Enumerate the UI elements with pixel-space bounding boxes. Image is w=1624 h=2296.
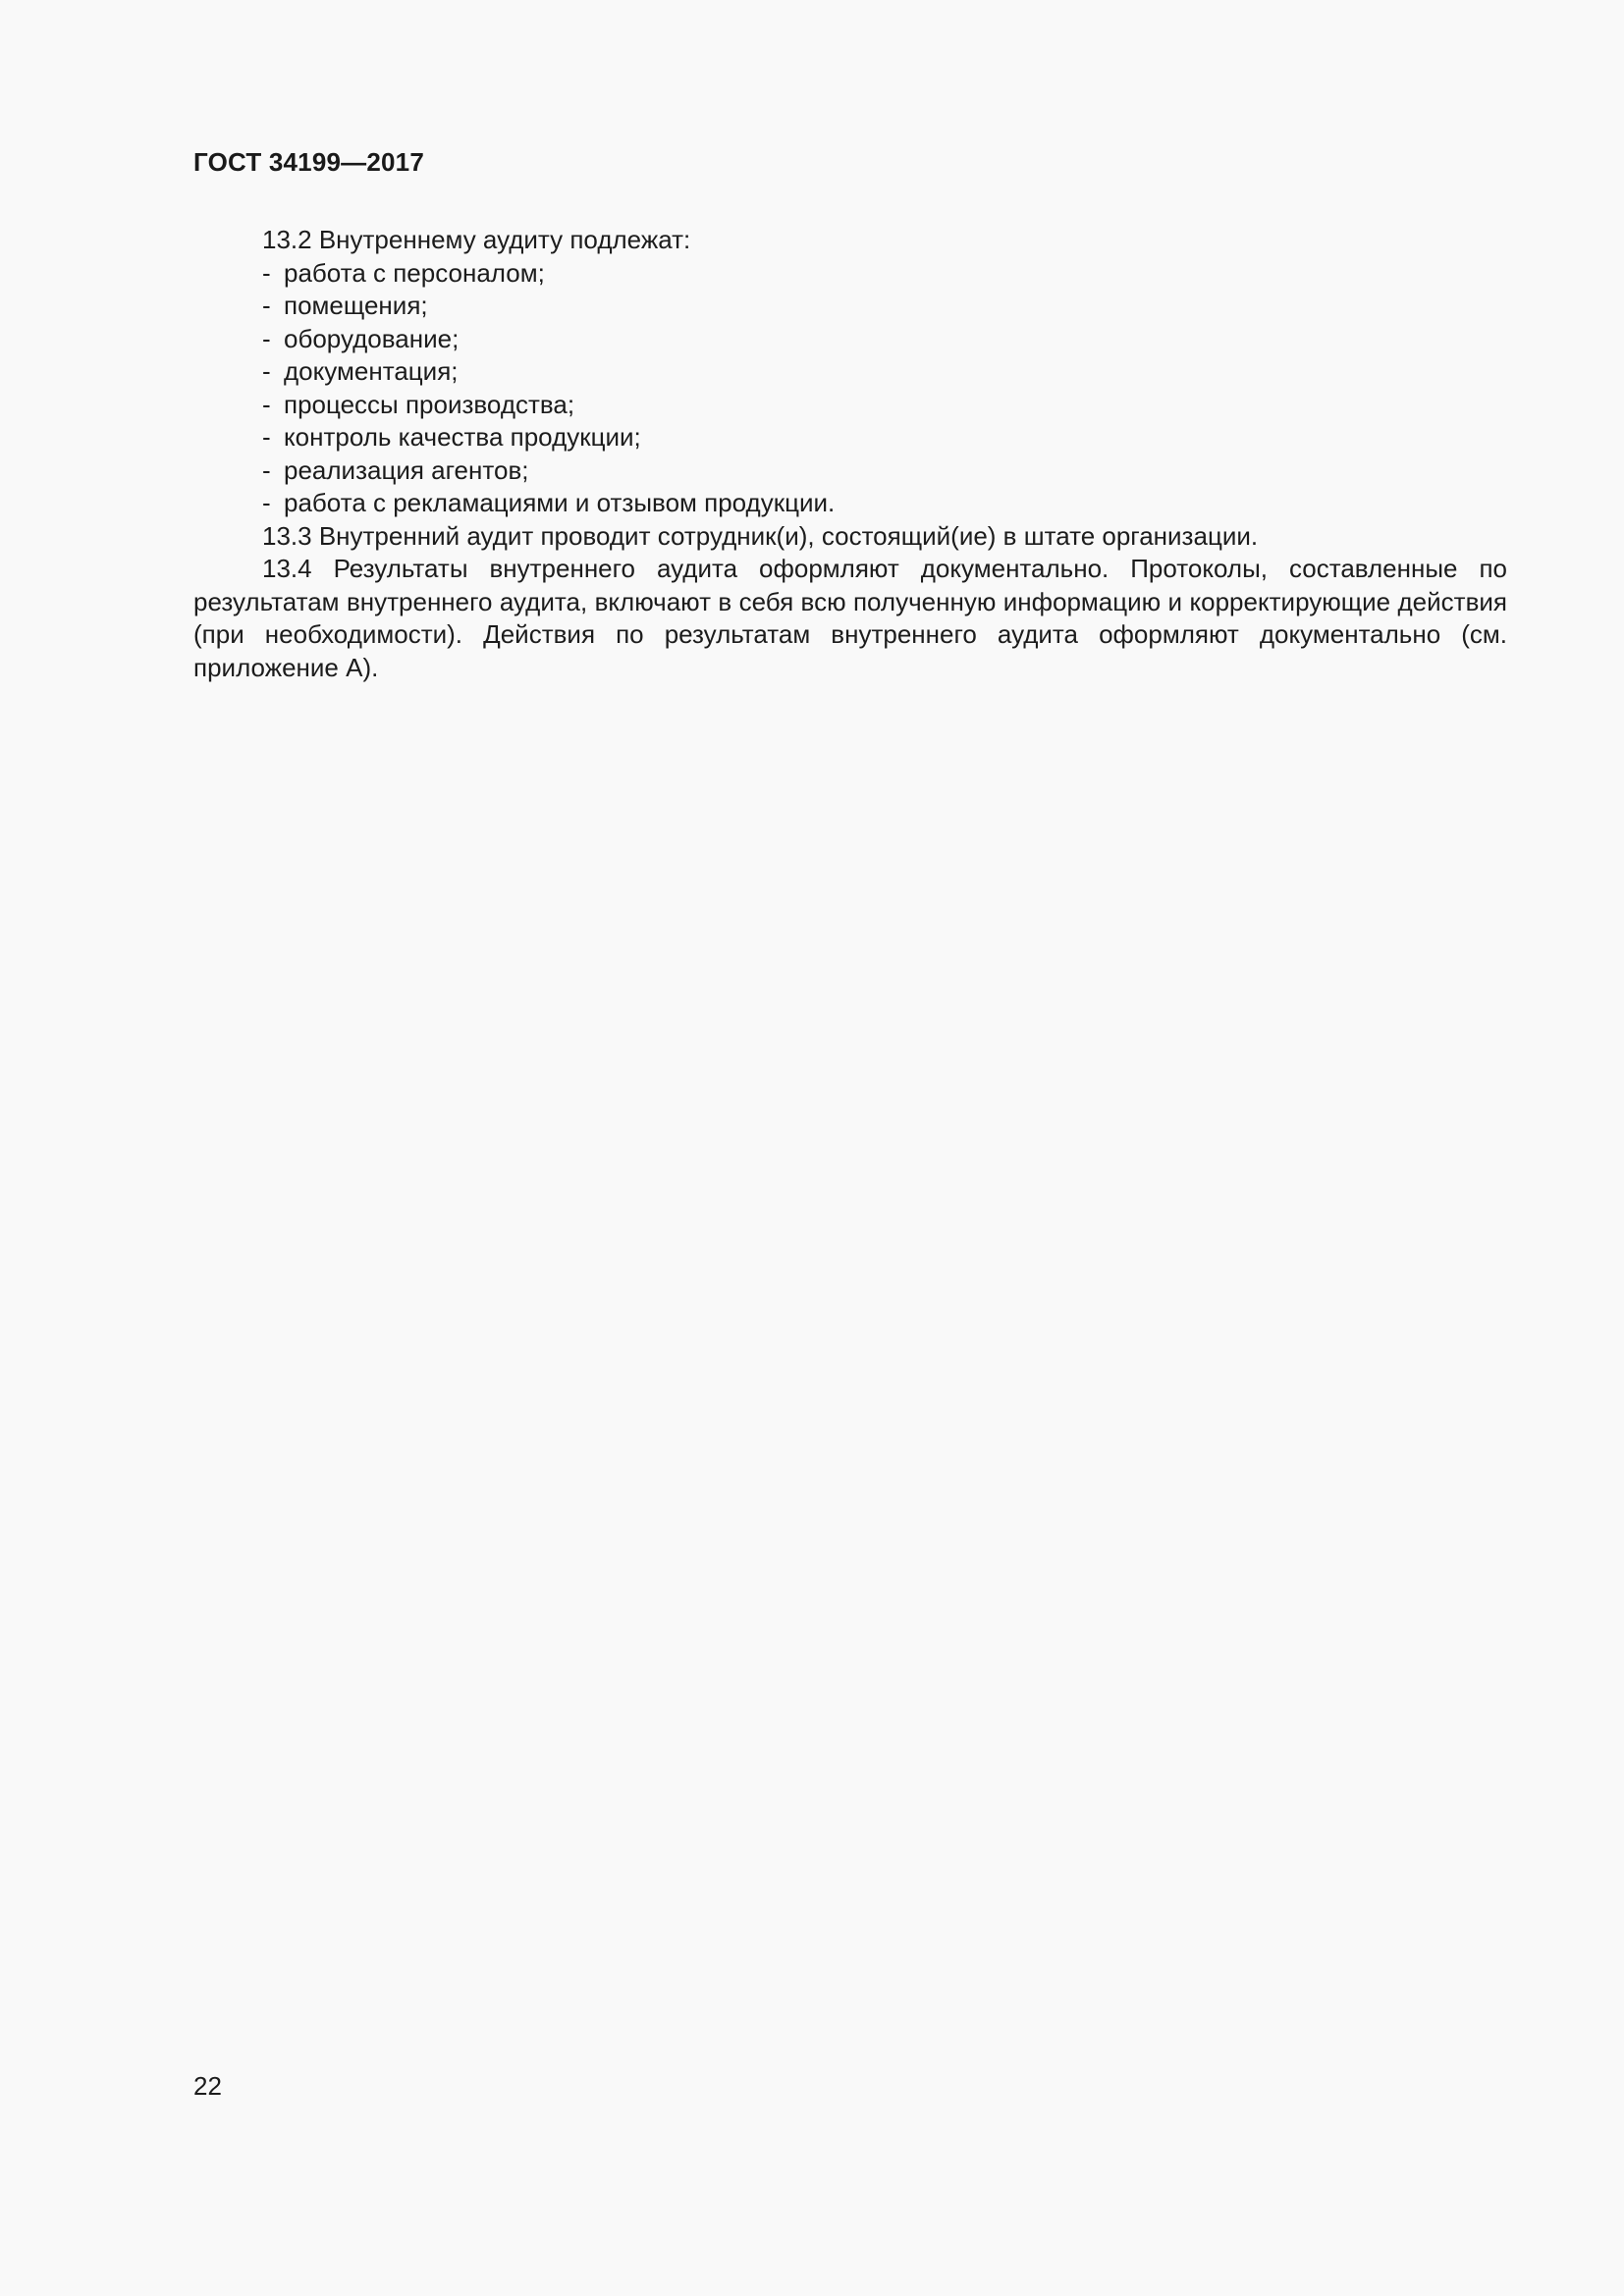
- section-13-4-paragraph: 13.4 Результаты внутреннего аудита оформляют документально. Протоколы, составленные по результатам внутреннего аудита, включают в себя всю полученную информацию и корректирующие действия (при необходимости). Действия по результатам внутреннего аудита оформляют документально (см. приложение А).: [193, 554, 1507, 682]
- section-13-2-list: [193, 257, 1507, 520]
- list-item-text: документация;: [284, 356, 459, 386]
- list-item: [193, 454, 1507, 488]
- list-dash: -: [262, 356, 271, 386]
- list-dash: -: [262, 389, 271, 419]
- list-dash: -: [262, 257, 271, 288]
- list-item-text: контроль качества продукции;: [284, 422, 641, 452]
- page-number: 22: [193, 2071, 222, 2101]
- list-dash: -: [262, 454, 271, 485]
- list-item: [193, 323, 1507, 356]
- section-13-2-heading: 13.2 Внутреннему аудиту подлежат:: [262, 225, 691, 254]
- list-item: [193, 389, 1507, 422]
- list-item-text: работа с персоналом;: [284, 257, 545, 288]
- list-item-text: помещения;: [284, 291, 428, 320]
- document-header: ГОСТ 34199—2017: [193, 147, 424, 177]
- list-dash: -: [262, 291, 271, 320]
- list-item-text: работа с рекламациями и отзывом продукции.: [284, 488, 836, 517]
- list-item: [193, 257, 1507, 291]
- list-dash: -: [262, 422, 271, 452]
- section-13-3-paragraph: 13.3 Внутренний аудит проводит сотрудник(и), состоящий(ие) в штате организации.: [262, 520, 1259, 551]
- list-item-text: оборудование;: [284, 323, 460, 353]
- list-item: [193, 290, 1507, 323]
- list-item: [193, 487, 1507, 520]
- list-item: [193, 421, 1507, 454]
- list-dash: -: [262, 323, 271, 353]
- document-body: [193, 224, 1507, 684]
- list-item-text: процессы производства;: [284, 389, 575, 419]
- list-item: [193, 355, 1507, 389]
- list-dash: -: [262, 488, 271, 517]
- list-item-text: реализация агентов;: [284, 454, 529, 485]
